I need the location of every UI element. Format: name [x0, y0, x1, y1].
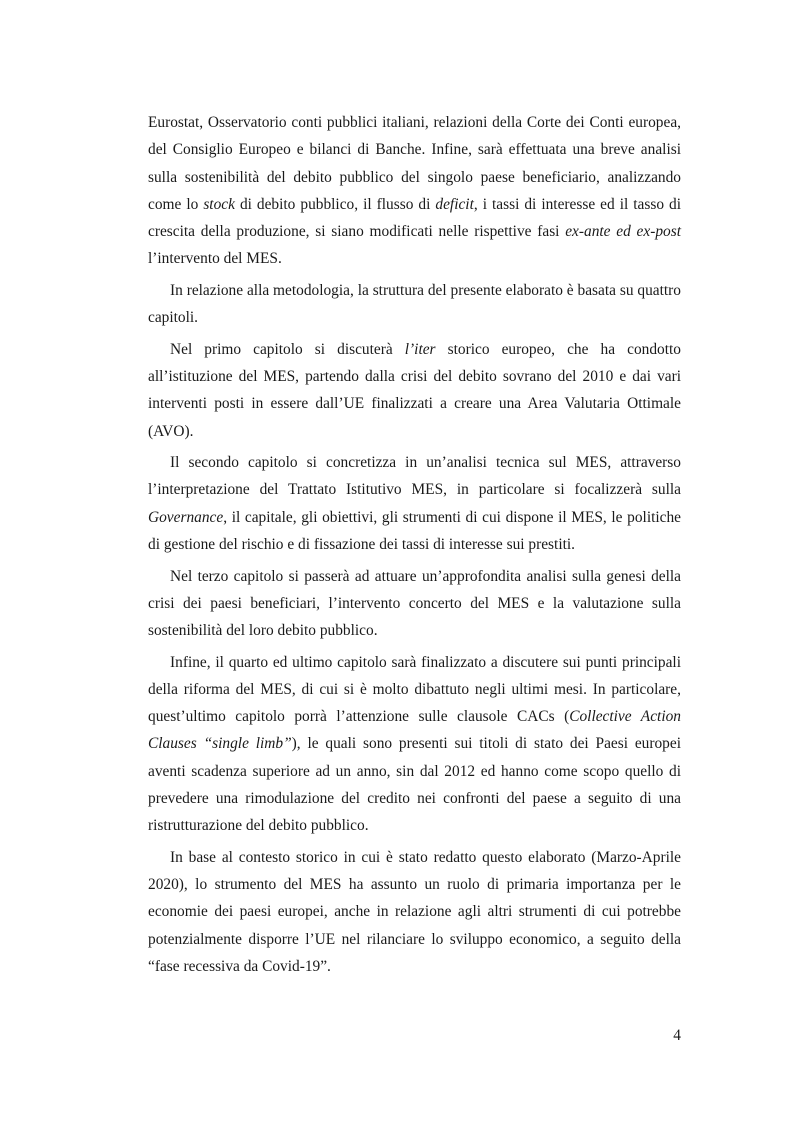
text-run: di debito pubblico, il flusso di: [234, 195, 436, 213]
text-run: ), le quali sono presenti sui titoli di stato dei Paesi europei aventi scadenza superiore ad un anno, sin dal 2012 ed hanno come scopo quello di prevedere una rimodulazione del credito nei confronti del paese a seguito di una ristrutturazione del debito pubblico.: [148, 735, 681, 835]
text-run: Nel terzo capitolo si passerà ad attuare un’approfondita analisi sulla genesi della crisi dei paesi beneficiari, l’intervento concerto del MES e la valutazione sulla sostenibilità del loro debito pubblico.: [148, 567, 681, 640]
italic-term-ex-ante-ex-post: ex-ante ed ex-post: [565, 223, 681, 241]
text-run: Il secondo capitolo si concretizza in un’analisi tecnica sul MES, attraverso l’interpretazione del Trattato Istitutivo MES, in particolare si focalizzerà sulla: [148, 454, 681, 499]
paragraph-chapter-three: [148, 563, 681, 645]
text-run: In base al contesto storico in cui è stato redatto questo elaborato (Marzo-Aprile 2020), lo strumento del MES ha assunto un ruolo di primaria importanza per le economie dei paesi europei, anche in relazione agli altri strumenti di cui potrebbe potenzialmente disporre l’UE nel rilanciare lo sviluppo economico, a seguito della “fase recessiva da Covid-19”.: [148, 848, 681, 976]
italic-term-stock: stock: [203, 195, 235, 213]
paragraph-chapter-one: [148, 336, 681, 445]
page-body: [148, 109, 681, 985]
text-run: Infine, il quarto ed ultimo capitolo sarà finalizzato a discutere sui punti principali della riforma del MES, di cui si è molto dibattuto negli ultimi mesi. In particolare, quest’ultimo capitolo porrà l’attenzione sulle clausole CACs (: [148, 653, 681, 726]
italic-term-governance: Governance: [148, 508, 224, 526]
paragraph-chapter-four: [148, 649, 681, 840]
text-run: In relazione alla metodologia, la struttura del presente elaborato è basata su quattro capitoli.: [148, 281, 681, 327]
text-run: Nel primo capitolo si discuterà: [170, 340, 405, 358]
italic-term-cacs: Collective Action Clauses “single limb”: [148, 708, 681, 753]
paragraph-sources-and-analysis: [148, 109, 681, 273]
text-run: , il capitale, gli obiettivi, gli strumenti di cui dispone il MES, le politiche di gestione del rischio e di fissazione dei tassi di interesse sui prestiti.: [148, 508, 681, 554]
paragraph-historical-context: [148, 844, 681, 980]
text-run: , i tassi di interesse ed il tasso di crescita della produzione, si siano modificati nelle rispettive fasi: [148, 195, 681, 241]
text-run: l’intervento del MES.: [148, 250, 282, 268]
paragraph-methodology: [148, 277, 681, 332]
italic-term-iter: l’iter: [404, 340, 436, 358]
page-number: 4: [673, 1027, 681, 1044]
text-run: storico europeo, che ha condotto all’istituzione del MES, partendo dalla crisi del debito sovrano del 2010 e dai vari interventi posti in essere dall’UE finalizzati a creare una Area Valutaria Ottimale (AVO).: [148, 340, 681, 440]
text-run: Eurostat, Osservatorio conti pubblici italiani, relazioni della Corte dei Conti europea, del Consiglio Europeo e bilanci di Banche. Infine, sarà effettuata una breve analisi sulla sostenibilità del debito pubblico del singolo paese beneficiario, analizzando come lo: [148, 114, 681, 213]
paragraph-chapter-two: [148, 449, 681, 558]
italic-term-deficit: deficit: [435, 195, 474, 213]
